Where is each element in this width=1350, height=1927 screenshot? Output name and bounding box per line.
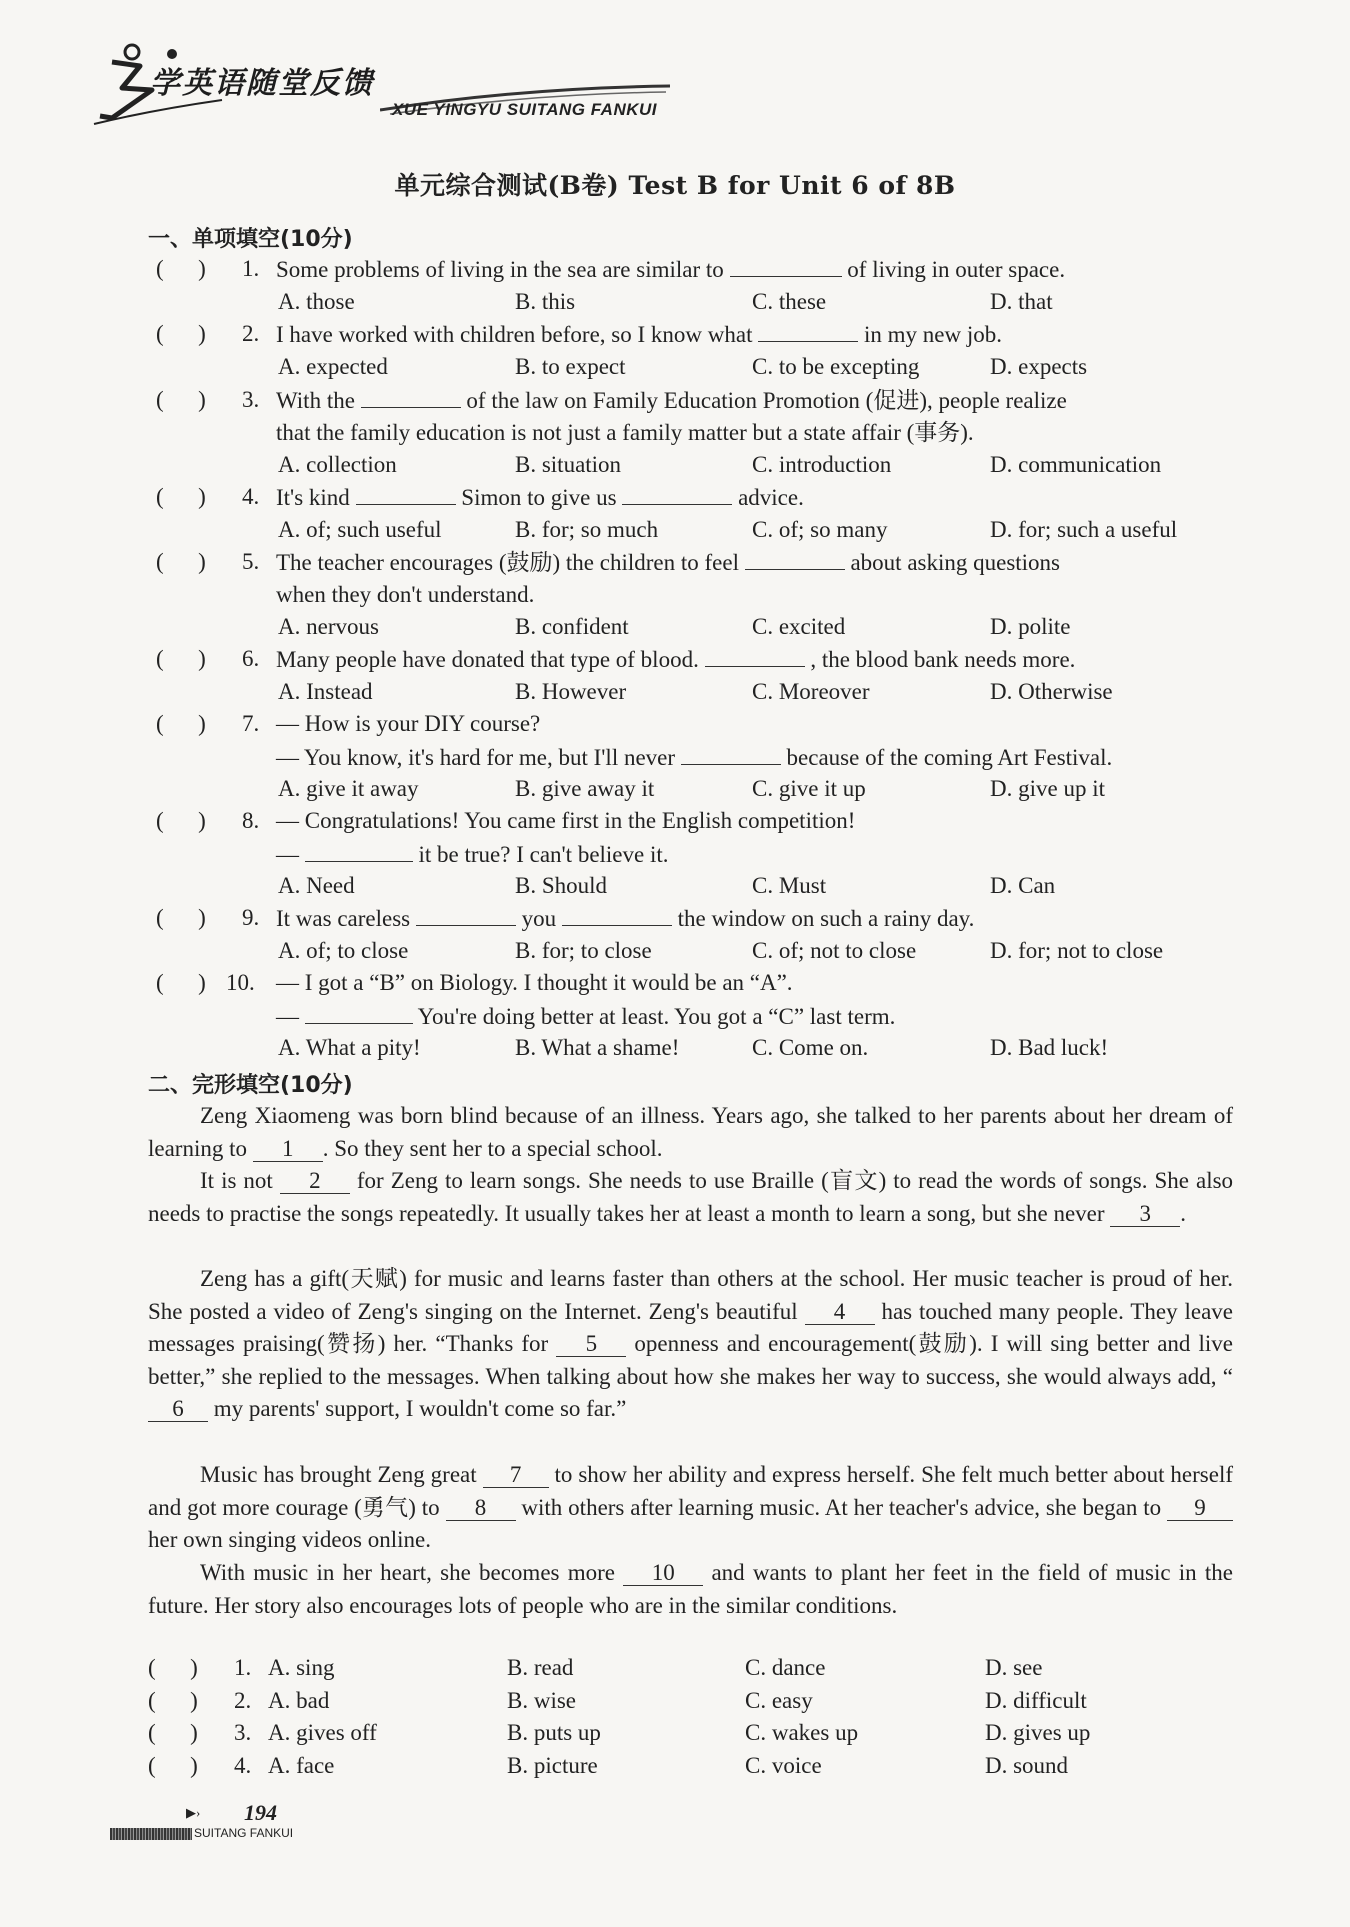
question-text-line2 bbox=[276, 580, 534, 610]
option-d: D. Bad luck! bbox=[990, 1035, 1109, 1060]
option-d: D. expects bbox=[990, 353, 1088, 379]
option-b: B. confident bbox=[515, 614, 629, 639]
question-number: 8. bbox=[242, 808, 260, 833]
cloze-blank: 6 bbox=[148, 1397, 208, 1422]
answer-blank bbox=[356, 482, 456, 505]
question-number: 9. bbox=[242, 905, 260, 930]
footer-text: SUITANG FANKUI bbox=[194, 1826, 294, 1840]
question-text-part: because of the coming Art Festival. bbox=[786, 744, 1113, 770]
option-b: B. However bbox=[515, 678, 627, 704]
answer-paren: ( ) bbox=[148, 1687, 198, 1713]
option-c: C. easy bbox=[745, 1687, 813, 1713]
question-text-part: It was careless bbox=[276, 906, 411, 931]
option-a: A. expected bbox=[278, 353, 388, 379]
cloze-blank: 7 bbox=[483, 1463, 549, 1488]
question-text-part: of living in outer space. bbox=[847, 257, 1066, 282]
question-text bbox=[276, 903, 974, 934]
answer-blank bbox=[758, 319, 858, 342]
option-b: B. this bbox=[515, 288, 576, 314]
answer-paren: ( ) bbox=[148, 1655, 198, 1680]
option-d: D. for; not to close bbox=[990, 937, 1164, 963]
question-text-part: advice. bbox=[738, 485, 804, 510]
cloze-paragraph-1: Zeng Xiaomeng was born blind because of an illness. Years ago, she talked to her parents about her dream of learning to 1 . So they sent her to a special school. bbox=[148, 1103, 1233, 1161]
question-number: 6. bbox=[242, 646, 260, 671]
option-b: B. wise bbox=[507, 1687, 576, 1713]
cloze-paragraph-3: Zeng has a gift(天赋) for music and learns faster than others at the school. Her music teacher is proud of her. She posted a video of Zeng's singing on the Internet. Zeng's beautiful 4 has touched many people. They leave messages praising(赞扬) her. “Thanks for 5 openness and encouragement(鼓励). I will sing better and live better,” she replied to the messages. When talking about how she makes her way to success, she would always add, “6 my parents' support, I wouldn't come so far.” bbox=[148, 1266, 1234, 1422]
option-a: A. of; to close bbox=[278, 937, 409, 963]
question-number: 3. bbox=[242, 387, 260, 412]
option-a: A. sing bbox=[268, 1655, 335, 1680]
option-c: C. give it up bbox=[752, 776, 866, 801]
question-number: 10. bbox=[226, 970, 255, 995]
question-text bbox=[276, 385, 1067, 416]
question-text bbox=[276, 709, 540, 739]
footer-arrow-icon: ▶› bbox=[186, 1805, 201, 1820]
question-text bbox=[276, 547, 1060, 578]
option-a: A. face bbox=[268, 1752, 335, 1778]
option-b: B. situation bbox=[515, 452, 622, 477]
answer-paren: ( ) bbox=[156, 256, 206, 281]
option-c: C. of; so many bbox=[752, 516, 888, 542]
section2-heading: 二、完形填空(10分) bbox=[148, 1073, 353, 1098]
question-text-part: — Congratulations! You came first in the English competition! bbox=[276, 808, 856, 833]
question-text-part: Some problems of living in the sea are similar to bbox=[276, 257, 724, 282]
option-d: D. that bbox=[990, 288, 1053, 314]
question-text-part: of the law on Family Education Promotion (促进), people realize bbox=[466, 388, 1067, 413]
answer-blank bbox=[361, 385, 461, 408]
question-number: 7. bbox=[242, 711, 260, 736]
answer-blank bbox=[705, 644, 805, 667]
option-c: C. Moreover bbox=[752, 678, 870, 704]
cloze-blank: 10 bbox=[623, 1561, 703, 1586]
answer-paren: ( ) bbox=[156, 549, 206, 574]
page-title: 单元综合测试(B卷) Test B for Unit 6 of 8B bbox=[394, 171, 956, 200]
option-b: B. give away it bbox=[515, 776, 655, 801]
option-a: A. nervous bbox=[278, 614, 379, 639]
question-text-part: it be true? I can't believe it. bbox=[418, 841, 669, 867]
option-c: C. excited bbox=[752, 614, 846, 639]
option-b: B. What a shame! bbox=[515, 1035, 680, 1060]
question-text-part: you bbox=[521, 906, 557, 931]
option-c: C. these bbox=[752, 288, 827, 314]
option-d: D. communication bbox=[990, 452, 1162, 477]
answer-paren: ( ) bbox=[148, 1720, 198, 1745]
option-a: A. Need bbox=[278, 873, 355, 898]
answer-blank bbox=[745, 547, 845, 570]
cloze-blank: 9 bbox=[1167, 1496, 1233, 1521]
cloze-blank: 2 bbox=[280, 1169, 350, 1194]
option-c: C. voice bbox=[745, 1752, 822, 1778]
answer-blank bbox=[305, 839, 413, 862]
option-d: D. give up it bbox=[990, 776, 1105, 801]
answer-paren: ( ) bbox=[156, 711, 206, 736]
question-text-part: With the bbox=[276, 388, 355, 413]
answer-blank bbox=[416, 903, 516, 926]
option-c: C. of; not to close bbox=[752, 937, 917, 963]
option-a: A. give it away bbox=[278, 776, 419, 801]
option-a: A. of; such useful bbox=[278, 516, 442, 542]
answer-blank bbox=[562, 903, 672, 926]
footer-barcode-icon bbox=[110, 1828, 192, 1840]
question-text-part: about asking questions bbox=[850, 550, 1061, 575]
option-a: A. What a pity! bbox=[278, 1035, 421, 1060]
option-b: B. picture bbox=[507, 1752, 598, 1778]
header-logo-cn: 学英语随堂反馈 bbox=[150, 66, 374, 101]
question-text-line2 bbox=[276, 742, 1112, 773]
option-b: B. Should bbox=[515, 873, 608, 898]
cloze-blank: 4 bbox=[805, 1300, 875, 1325]
option-c: C. Must bbox=[752, 873, 827, 898]
cloze-blank: 5 bbox=[556, 1332, 626, 1357]
section1-heading: 一、单项填空(10分) bbox=[148, 227, 353, 252]
answer-blank bbox=[622, 482, 732, 505]
option-a: A. those bbox=[278, 288, 355, 314]
answer-blank bbox=[305, 1001, 413, 1024]
question-text-line2: — it be true? I can't believe it. bbox=[276, 839, 669, 870]
question-text bbox=[276, 644, 1075, 675]
answer-blank bbox=[681, 742, 781, 765]
answer-paren: ( ) bbox=[156, 484, 206, 509]
question-text-part: Simon to give us bbox=[461, 485, 617, 510]
question-text bbox=[276, 806, 855, 836]
answer-paren: ( ) bbox=[156, 905, 206, 930]
answer-blank bbox=[730, 254, 842, 277]
question-text-part: — I got a “B” on Biology. I thought it would be an “A”. bbox=[276, 970, 793, 995]
question-number: 1. bbox=[242, 256, 260, 281]
option-d: D. difficult bbox=[985, 1687, 1087, 1713]
question-text-part: It's kind bbox=[276, 485, 350, 510]
option-d: D. Otherwise bbox=[990, 678, 1113, 704]
question-text-line2 bbox=[276, 418, 974, 448]
option-d: D. see bbox=[985, 1655, 1043, 1680]
cloze-blank: 8 bbox=[446, 1496, 516, 1521]
option-b: B. puts up bbox=[507, 1720, 601, 1745]
option-c: C. Come on. bbox=[752, 1035, 869, 1060]
page-number: 194 bbox=[244, 1800, 277, 1825]
question-number: 5. bbox=[242, 549, 260, 574]
answer-paren: ( ) bbox=[156, 646, 206, 671]
question-text-part: You're doing better at least. You got a “C” last term. bbox=[417, 1003, 896, 1029]
question-text-part: when they don't understand. bbox=[276, 581, 535, 607]
answer-paren: ( ) bbox=[156, 808, 206, 833]
question-number: 3. bbox=[234, 1720, 252, 1745]
header-logo-en: XUE YINGYU SUITANG FANKUI bbox=[392, 100, 658, 119]
question-number: 4. bbox=[234, 1752, 252, 1778]
option-c: C. to be excepting bbox=[752, 353, 920, 379]
question-number: 2. bbox=[242, 321, 260, 346]
question-text bbox=[276, 319, 1002, 350]
question-text-part: — You know, it's hard for me, but I'll never bbox=[276, 744, 676, 770]
option-b: B. for; to close bbox=[515, 937, 652, 963]
cloze-blank: 3 bbox=[1110, 1202, 1180, 1227]
question-number: 1. bbox=[234, 1655, 252, 1680]
cloze-paragraph-5: With music in her heart, she becomes more 10 and wants to plant her feet in the field of music in the future. Her story also encourages lots of people who are in the similar conditions. bbox=[148, 1560, 1234, 1618]
option-a: A. Instead bbox=[278, 678, 373, 704]
question-text-line2: — You're doing better at least. You got a “C” last term. bbox=[276, 1001, 895, 1032]
question-text-part: The teacher encourages (鼓励) the children to feel bbox=[276, 550, 739, 575]
option-c: C. wakes up bbox=[745, 1720, 859, 1745]
option-c: C. introduction bbox=[752, 452, 892, 477]
question-text-part: , the blood bank needs more. bbox=[810, 647, 1076, 672]
question-number: 2. bbox=[234, 1687, 252, 1713]
question-text bbox=[276, 254, 1065, 285]
option-a: A. collection bbox=[278, 452, 397, 477]
option-b: B. read bbox=[507, 1655, 574, 1680]
question-text-part: in my new job. bbox=[863, 322, 1002, 347]
option-d: D. sound bbox=[985, 1752, 1069, 1778]
question-text-part: the window on such a rainy day. bbox=[677, 906, 975, 931]
question-number: 4. bbox=[242, 484, 260, 509]
option-c: C. dance bbox=[745, 1655, 826, 1680]
option-b: B. to expect bbox=[515, 353, 626, 379]
answer-paren: ( ) bbox=[148, 1752, 198, 1778]
option-a: A. gives off bbox=[268, 1720, 377, 1745]
question-text bbox=[276, 482, 804, 513]
question-text-part: I have worked with children before, so I know what bbox=[276, 322, 753, 347]
answer-paren: ( ) bbox=[156, 387, 206, 412]
question-text-part: that the family education is not just a family matter but a state affair (事务). bbox=[276, 419, 974, 445]
option-d: D. polite bbox=[990, 614, 1071, 639]
option-d: D. Can bbox=[990, 873, 1056, 898]
answer-paren: ( ) bbox=[156, 321, 206, 346]
answer-paren: ( ) bbox=[156, 970, 206, 995]
question-text bbox=[276, 968, 793, 998]
option-d: D. gives up bbox=[985, 1720, 1091, 1745]
cloze-paragraph-4: Music has brought Zeng great 7 to show her ability and express herself. She felt much better about herself and got more courage (勇气) to 8 with others after learning music. At her teacher's advice, she began to 9 her own singing videos online. bbox=[148, 1462, 1234, 1553]
question-text-part: Many people have donated that type of blood. bbox=[276, 647, 699, 672]
cloze-blank: 1 bbox=[253, 1137, 323, 1162]
option-d: D. for; such a useful bbox=[990, 516, 1178, 542]
option-b: B. for; so much bbox=[515, 516, 659, 542]
cloze-paragraph-2: It is not 2 for Zeng to learn songs. She needs to use Braille (盲文) to read the words of songs. She also needs to practise the songs repeatedly. It usually takes her at least a month to learn a song, but she never 3 . bbox=[148, 1168, 1234, 1226]
question-text-part: — How is your DIY course? bbox=[276, 711, 541, 736]
option-a: A. bad bbox=[268, 1687, 330, 1713]
